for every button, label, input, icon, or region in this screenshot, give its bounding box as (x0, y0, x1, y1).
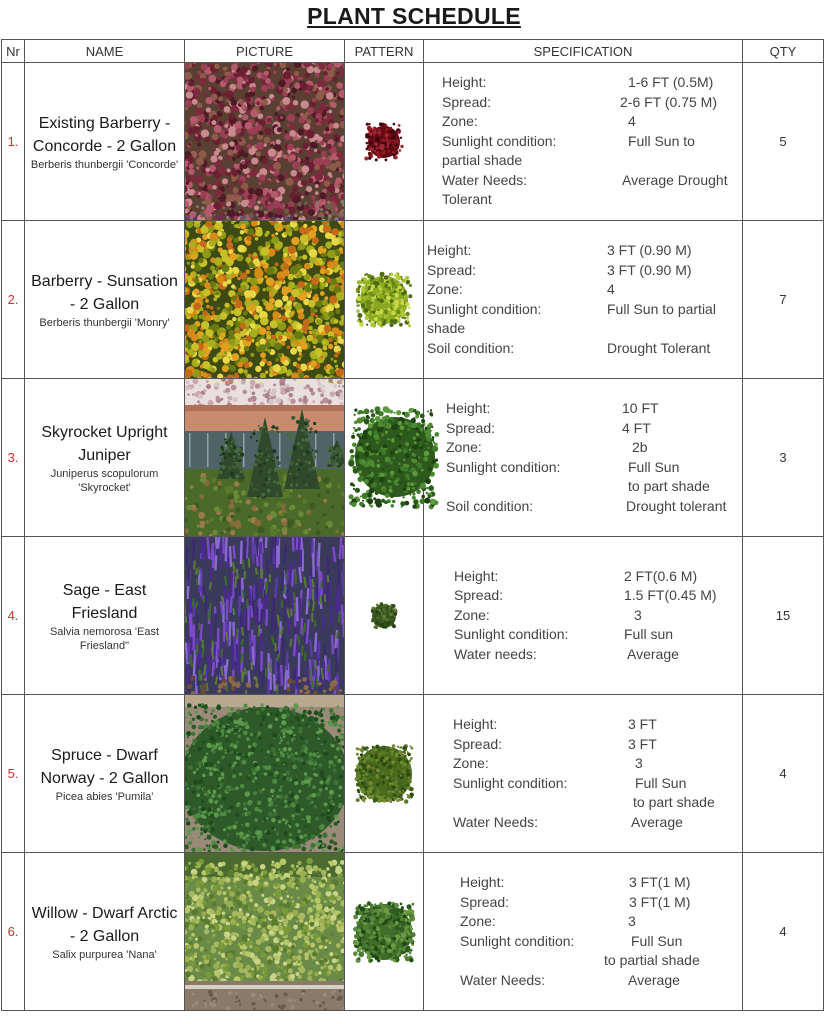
plant-picture-cell (185, 221, 345, 379)
spec-value: 4 FT (622, 419, 651, 436)
plant-botanical-name: 'Skyrocket' (78, 481, 131, 494)
spec-label: shade (427, 320, 466, 336)
plant-common-name: Sage - East (62, 581, 147, 599)
specification-cell (424, 853, 743, 1011)
spec-label: Spread: (427, 261, 477, 278)
spec-line (460, 873, 742, 893)
spec-line (427, 300, 742, 320)
plant-name-cell (25, 537, 185, 695)
spec-value: 3 FT (0.90 M) (607, 261, 692, 278)
spec-label: Zone: (427, 281, 463, 297)
table-row (2, 853, 824, 1011)
spec-value: 3 FT(1 M) (629, 874, 691, 890)
header-pattern: PATTERN (345, 40, 424, 63)
plant-picture-cell (185, 853, 345, 1011)
pattern-cell (345, 537, 424, 695)
plant-common-name: Friesland (71, 604, 138, 622)
spec-label: Sunlight condition: (453, 774, 568, 791)
spec-label: Sunlight condition: (427, 300, 542, 317)
table-row (2, 379, 824, 537)
plant-common-name: Existing Barberry - (38, 114, 171, 132)
spec-value: Drought tolerant (626, 497, 727, 514)
spec-label: Height: (427, 242, 472, 258)
spec-line (453, 774, 742, 794)
plant-picture-cell (185, 63, 345, 221)
plant-common-name: Juniper (78, 446, 131, 464)
spec-line (454, 625, 742, 645)
spec-label: Zone: (460, 913, 496, 929)
plant-name-cell (25, 379, 185, 537)
yellow-green-shrub-symbol (353, 270, 415, 330)
plant-botanical-name: Juniperus scopulorum (50, 467, 159, 480)
row-number: 3. (2, 379, 25, 537)
plant-name-cell (25, 853, 185, 1011)
plant-common-name: Barberry - Sunsation (31, 272, 178, 290)
specification-cell (424, 221, 743, 379)
quantity: 5 (743, 63, 824, 221)
spec-label: Spread: (442, 93, 492, 110)
table-row (2, 221, 824, 379)
plant-botanical-name: Friesland" (79, 639, 130, 652)
spec-value: 3 FT (628, 716, 657, 732)
spec-label: Sunlight condition: (446, 458, 561, 475)
spec-label: Water Needs: (460, 971, 546, 988)
pattern-cell (345, 63, 424, 221)
spec-label: Sunlight condition: (460, 932, 575, 949)
spec-line (442, 132, 742, 152)
spec-value: 4 (607, 281, 615, 297)
spec-value: Full Sun to partial (607, 300, 716, 317)
spec-value: 4 (628, 113, 636, 130)
spec-line (442, 93, 742, 113)
pattern-cell (345, 221, 424, 379)
spec-line (454, 586, 742, 606)
spec-label: Spread: (453, 735, 503, 752)
header-name: NAME (25, 40, 185, 63)
plant-common-name: Spruce - Dwarf (51, 746, 158, 764)
plant-common-name: Norway - 2 Gallon (40, 769, 169, 787)
spec-value: Average (631, 813, 683, 830)
plant-botanical-name: Salvia nemorosa 'East (49, 625, 160, 638)
arctic-willow-photo (185, 853, 344, 1010)
row-number: 4. (2, 537, 25, 695)
plant-schedule-table (1, 39, 824, 1011)
spec-label: Spread: (446, 419, 496, 436)
spec-label: Spread: (454, 587, 504, 604)
spec-line (442, 112, 742, 132)
spec-value: 3 FT (0.90 M) (607, 242, 692, 258)
spec-line (427, 280, 742, 300)
header-qty: QTY (743, 40, 824, 63)
purple-salvia-photo (185, 537, 344, 694)
olive-shrub-symbol (352, 742, 416, 806)
plant-picture-cell (185, 379, 345, 537)
spec-line (460, 971, 742, 991)
plant-botanical-name: Berberis thunbergii 'Monry' (39, 316, 170, 329)
spec-value: Average (627, 645, 679, 662)
specification-cell (424, 379, 743, 537)
dark-red-shrub-symbol (362, 120, 406, 164)
spec-label: Zone: (454, 606, 490, 623)
spec-label: Soil condition: (446, 497, 534, 514)
quantity: 4 (743, 853, 824, 1011)
small-green-shrub-symbol (368, 600, 400, 632)
plant-common-name: - 2 Gallon (69, 927, 140, 945)
spec-label: Spread: (460, 893, 510, 910)
spec-value: 1-6 FT (0.5M) (628, 74, 714, 91)
spec-value: Average (628, 971, 680, 988)
plant-common-name: Willow - Dwarf Arctic (31, 904, 178, 922)
spec-line (454, 567, 742, 587)
spec-line (442, 190, 742, 210)
spec-label: Height: (460, 874, 505, 890)
spec-line (442, 151, 742, 171)
plant-botanical-name: Berberis thunbergii 'Concorde' (30, 158, 179, 171)
spec-line (453, 793, 742, 813)
spec-line (453, 735, 742, 755)
quantity: 4 (743, 695, 824, 853)
juniper-building-photo (185, 379, 344, 536)
plant-name-cell (25, 221, 185, 379)
purple-barberry-photo (185, 63, 344, 220)
spec-value: to part shade (628, 478, 710, 494)
spec-value: Average Drought (622, 171, 728, 188)
spec-value: Drought Tolerant (607, 339, 711, 356)
plant-common-name: Skyrocket Upright (41, 423, 168, 441)
spec-value: 1.5 FT(0.45 M) (624, 587, 717, 604)
spec-line (446, 419, 742, 439)
spec-value: Full sun (624, 626, 674, 643)
spec-line (427, 261, 742, 281)
spec-line (460, 893, 742, 913)
spec-value: 3 (635, 755, 643, 771)
row-number: 5. (2, 695, 25, 853)
golden-barberry-photo (185, 221, 344, 378)
header-nr: Nr (2, 40, 25, 63)
spec-line (427, 319, 742, 339)
spec-line (460, 951, 742, 971)
spec-value: Full Sun (628, 458, 680, 475)
spec-label: Sunlight condition: (442, 132, 557, 149)
quantity: 15 (743, 537, 824, 695)
spec-line (460, 932, 742, 952)
header-row (2, 40, 824, 63)
plant-common-name: Concorde - 2 Gallon (32, 137, 177, 155)
plant-name-cell (25, 695, 185, 853)
page-title: PLANT SCHEDULE (307, 3, 521, 29)
spec-label: Height: (453, 716, 498, 732)
spec-label: Zone: (442, 113, 478, 130)
plant-picture-cell (185, 537, 345, 695)
spec-value: to partial shade (604, 952, 700, 968)
spec-line (453, 754, 742, 774)
spec-label: Height: (446, 400, 491, 416)
pattern-cell (345, 379, 424, 537)
spec-value: 3 (634, 606, 642, 623)
spec-line (446, 497, 742, 517)
spec-line (446, 438, 742, 458)
table-row (2, 695, 824, 853)
specification-cell (424, 63, 743, 221)
dwarf-spruce-photo (185, 695, 344, 852)
spec-label: Zone: (446, 439, 482, 455)
spec-label: Height: (442, 74, 487, 91)
spec-label: Tolerant (442, 191, 492, 208)
pattern-cell (345, 853, 424, 1011)
spec-line (427, 241, 742, 261)
spec-line (454, 645, 742, 665)
specification-cell (424, 537, 743, 695)
specification-cell (424, 695, 743, 853)
spec-value: 3 (628, 913, 636, 929)
spec-line (453, 813, 742, 833)
spec-label: Water Needs: (442, 171, 528, 188)
spec-line (446, 399, 742, 419)
spec-line (446, 477, 742, 497)
spec-value: Full Sun to (628, 132, 695, 149)
header-specification: SPECIFICATION (424, 40, 743, 63)
table-row (2, 63, 824, 221)
spec-label: Zone: (453, 755, 489, 771)
spec-value: Full Sun (631, 932, 683, 949)
row-number: 6. (2, 853, 25, 1011)
spec-label: Sunlight condition: (454, 626, 569, 643)
spec-value: 2 FT(0.6 M) (624, 567, 698, 584)
spec-line (454, 606, 742, 626)
plant-common-name: - 2 Gallon (69, 295, 140, 313)
spec-label: Water Needs: (453, 813, 539, 830)
spec-line (427, 339, 742, 359)
table-row (2, 537, 824, 695)
row-number: 1. (2, 63, 25, 221)
quantity: 3 (743, 379, 824, 537)
header-picture: PICTURE (185, 40, 345, 63)
spec-value: 10 FT (622, 400, 659, 416)
spec-value: Full Sun (635, 774, 687, 791)
spec-line (442, 171, 742, 191)
spec-value: 2-6 FT (0.75 M) (620, 93, 717, 110)
spec-value: 3 FT(1 M) (629, 893, 691, 910)
spec-label: Height: (454, 567, 499, 584)
spec-label: Soil condition: (427, 339, 515, 356)
spec-value: 3 FT (628, 735, 657, 752)
quantity: 7 (743, 221, 824, 379)
spec-line (460, 912, 742, 932)
spec-value: to part shade (633, 794, 715, 810)
plant-botanical-name: Picea abies 'Pumila' (55, 790, 154, 803)
spec-label: Water needs: (454, 645, 537, 662)
green-round-shrub-symbol (351, 899, 417, 965)
spec-line (446, 458, 742, 478)
spec-value: 2b (632, 439, 648, 455)
spec-line (453, 715, 742, 735)
row-number: 2. (2, 221, 25, 379)
plant-name-cell (25, 63, 185, 221)
pattern-cell (345, 695, 424, 853)
plant-picture-cell (185, 695, 345, 853)
plant-botanical-name: Salix purpurea 'Nana' (52, 948, 157, 961)
spec-line (442, 73, 742, 93)
spec-label: partial shade (442, 152, 523, 169)
